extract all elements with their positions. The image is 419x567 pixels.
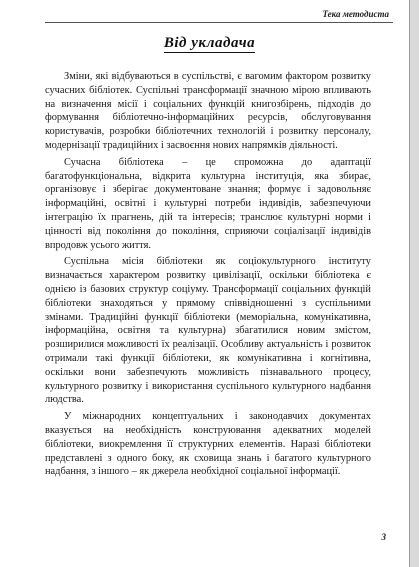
page-edge-frame	[409, 0, 419, 567]
chapter-title	[0, 35, 419, 52]
paragraph: Зміни, які відбуваються в суспільстві, є вагомим фактором розвитку сучасних бібліотек. Суспільні трансформації значною мірою впливають на визначення місії і соціальних функцій книгозбірень, підходів до формування бібліотечно-інформаційних ресурсів, обслуговування користувачів, розробки бібліотечних технологій і розвитку персоналу, модернізації традиційних і засвоєння нових напрямків діяльності.	[45, 71, 371, 151]
paragraph: Суспільна місія бібліотеки як соціокультурного інституту визначається характером розвитку цивілізації, оскільки бібліотека є однією із базових структур соціуму. Трансформації соціальних функцій бібліотеки знаходяться у прямому співвідношенні з суспільними змінами. Традиційні функції бібліотеки (меморіальна, комунікативна, інформаційна, освітня та культурна) збагатилися новим змістом, розширилися можливості їх реалізації. Особливу актуальність і розвиток отримали такі функції бібліотеки, як комунікативна і когнітивна, оскільки вони забезпечують можливість пізнавального процесу, культурного розвитку і використання суспільного культурного надбання людства.	[45, 256, 371, 406]
paragraph: У міжнародних концептуальних і законодавчих документах вказується на необхідність конструювання адекватних моделей бібліотеки, виокремлення її структурних елементів. Наразі бібліотеки представлені з одного боку, як сховища знань і багатого культурного надбання, з іншого – як джерела необхідної соціальної інформації.	[45, 411, 371, 478]
running-header: Тека методиста	[322, 9, 389, 19]
header-rule	[45, 22, 393, 23]
body-text	[45, 70, 371, 482]
chapter-title-text: Від укладача	[163, 35, 256, 51]
paragraph: Сучасна бібліотека – це спроможна до адаптації багатофункціональна, відкрита культурна інституція, яка збирає, організовує і зберігає документоване знання; формує і задовольняє інформаційні, освітні і культурні потреби індивідів, забезпечуючи інтеграцію їх прагнень, дій та інтересів; транслює культурні норми і цінності від покоління до покоління, сприяючи соціалізації індивідів впродовж усього життя.	[45, 156, 371, 251]
page-number: 3	[381, 532, 386, 542]
